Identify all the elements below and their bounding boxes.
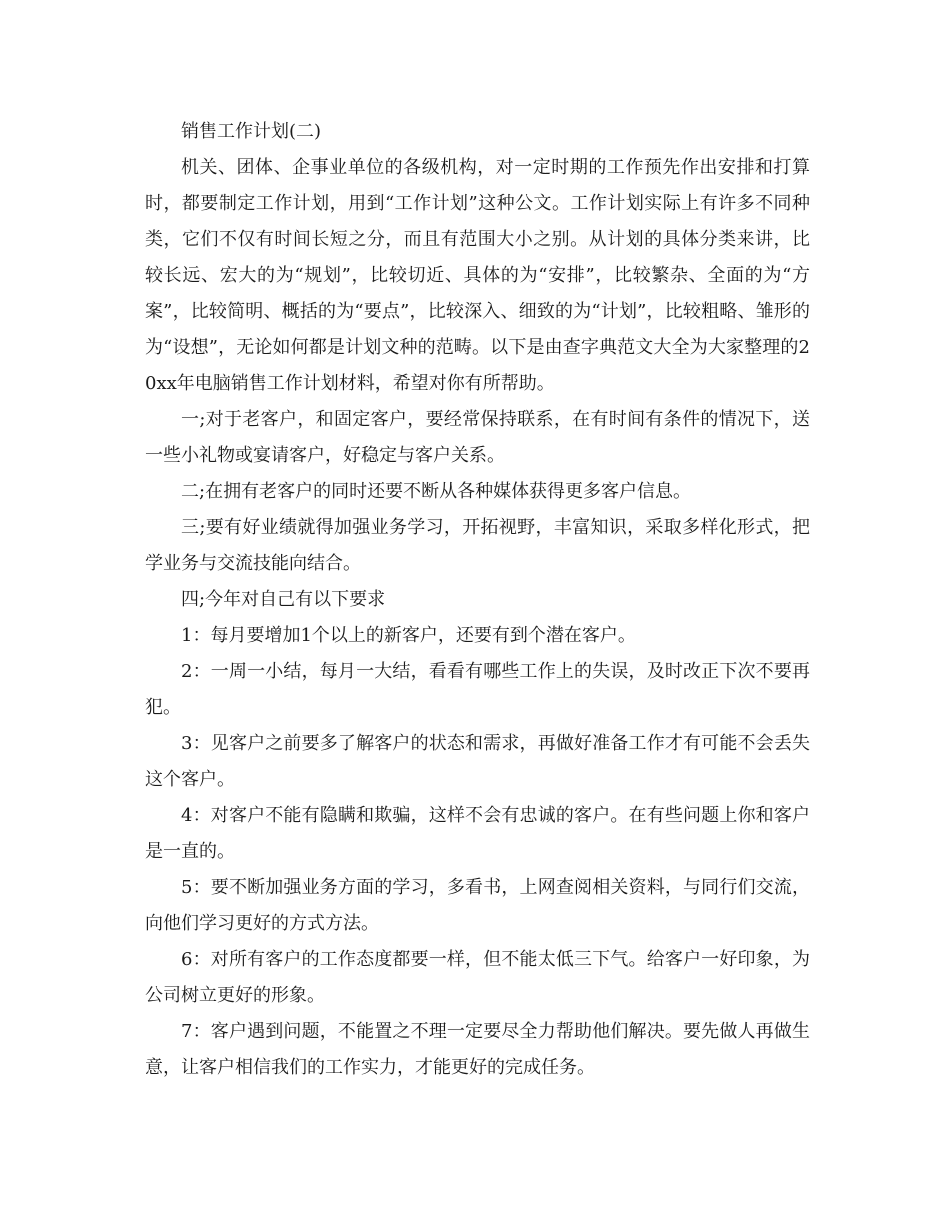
requirement-3: 3：见客户之前要多了解客户的状态和需求，再做好准备工作才有可能不会丢失这个客户。 <box>145 733 810 790</box>
requirement-1: 1：每月要增加1个以上的新客户，还要有到个潜在客户。 <box>181 625 636 646</box>
plan-item-1: 一;对于老客户，和固定客户，要经常保持联系，在有时间有条件的情况下，送一些小礼物或宴请客户，好稳定与客户关系。 <box>145 409 810 466</box>
plan-item-3: 三;要有好业绩就得加强业务学习，开拓视野，丰富知识，采取多样化形式，把学业务与交流技能向结合。 <box>145 517 810 574</box>
requirement-7: 7：客户遇到问题，不能置之不理一定要尽全力帮助他们解决。要先做人再做生意，让客户相信我们的工作实力，才能更好的完成任务。 <box>145 1021 810 1078</box>
requirement-6: 6：对所有客户的工作态度都要一样，但不能太低三下气。给客户一好印象，为公司树立更好的形象。 <box>145 949 810 1006</box>
intro-paragraph: 机关、团体、企事业单位的各级机构，对一定时期的工作预先作出安排和打算时，都要制定工作计划，用到“工作计划”这种公文。工作计划实际上有许多不同种类，它们不仅有时间长短之分，而且有范围大小之别。从计划的具体分类来讲，比较长远、宏大的为“规划”，比较切近、具体的为“安排”，比较繁杂、全面的为“方案”，比较简明、概括的为“要点”，比较深入、细致的为“计划”，比较粗略、雏形的为“设想”，无论如何都是计划文种的范畴。以下是由查字典范文大全为大家整理的20xx年电脑销售工作计划材料，希望对你有所帮助。 <box>145 157 810 394</box>
plan-item-4-heading: 四;今年对自己有以下要求 <box>181 589 386 610</box>
document-title: 销售工作计划(二) <box>181 121 322 142</box>
plan-item-2: 二;在拥有老客户的同时还要不断从各种媒体获得更多客户信息。 <box>181 481 692 502</box>
requirement-4: 4：对客户不能有隐瞒和欺骗，这样不会有忠诚的客户。在有些问题上你和客户是一直的。 <box>145 805 810 862</box>
requirement-2: 2：一周一小结，每月一大结，看看有哪些工作上的失误，及时改正下次不要再犯。 <box>145 661 810 718</box>
requirement-5: 5：要不断加强业务方面的学习，多看书，上网查阅相关资料，与同行们交流，向他们学习更好的方式方法。 <box>145 877 810 934</box>
document-body <box>145 114 810 1086</box>
